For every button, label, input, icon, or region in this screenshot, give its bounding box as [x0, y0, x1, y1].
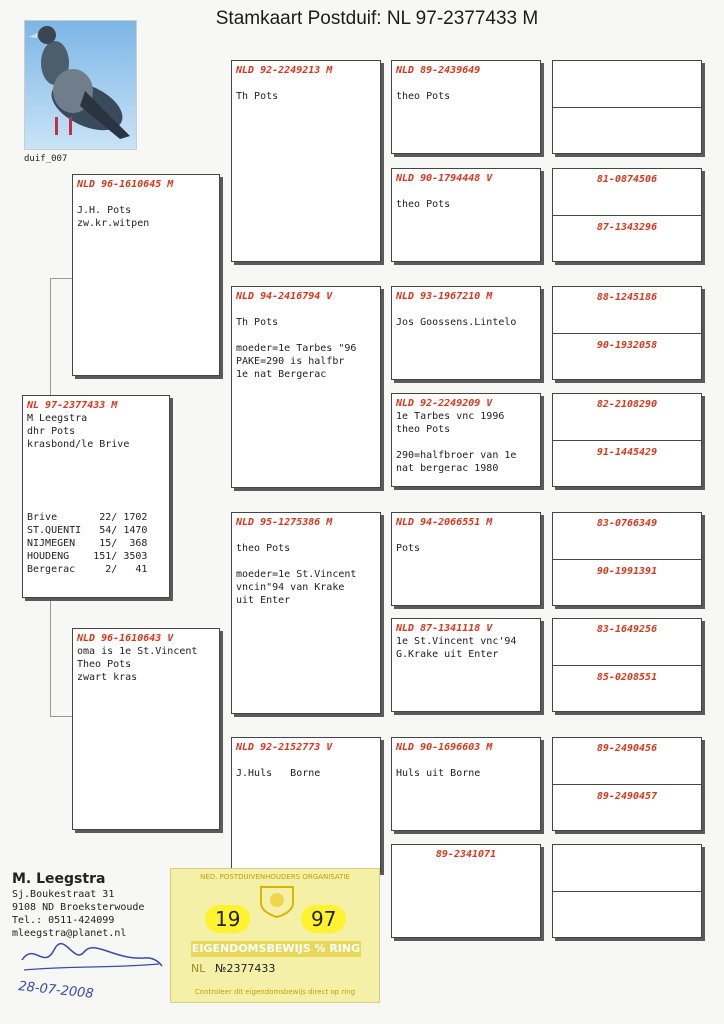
ring-number: 89-2490456 [596, 743, 658, 754]
ring-number: 83-0766349 [596, 518, 658, 529]
ring-number: NLD 92-2249209 V [396, 398, 493, 409]
ancestor-pair-card[interactable] [552, 168, 702, 262]
info-line: moeder=1e Tarbes "96 [236, 343, 357, 354]
ancestor-pair-card[interactable] [552, 512, 702, 606]
result-line: NIJMEGEN 15/ 368 [27, 538, 148, 549]
ring-number: NLD 92-2152773 V [236, 742, 333, 753]
father-card[interactable] [72, 174, 220, 376]
ring-number: NLD 94-2066551 M [396, 517, 493, 528]
pigeon-photo [24, 20, 137, 150]
connector-line [50, 598, 51, 716]
info-line: theo Pots [396, 91, 451, 102]
info-line: Huls uit Borne [396, 768, 481, 779]
ring-number: NLD 89-2439649 [396, 65, 481, 76]
result-line: ST.QUENTI 54/ 1470 [27, 525, 148, 536]
lion-crest-icon [257, 883, 297, 919]
signature-date: 28-07-2008 [17, 979, 95, 1002]
ring-number: NLD 90-1794448 V [396, 173, 493, 184]
divider [553, 891, 701, 892]
signature [14, 940, 164, 1010]
info-line: theo Pots [396, 424, 451, 435]
info-line: Jos Goossens.Lintelo [396, 317, 517, 328]
great-grandparent-card[interactable] [391, 168, 541, 262]
owner-name: M. Leegstra [12, 871, 106, 887]
info-line: Th Pots [236, 317, 279, 328]
ancestor-pair-card[interactable] [552, 618, 702, 712]
info-line: moeder=1e St.Vincent [236, 569, 357, 580]
owner-address: Sj.Boukestraat 31 [12, 889, 115, 900]
great-grandparent-card[interactable] [391, 286, 541, 380]
info-line: zw.kr.witpen [77, 218, 150, 229]
ticket-number: №2377433 [215, 962, 276, 975]
info-line: 290=halfbroer van 1e [396, 450, 517, 461]
info-line: zwart kras [77, 672, 138, 683]
great-grandparent-card[interactable] [391, 844, 541, 938]
ring-number: 85-0208551 [596, 672, 658, 683]
ticket-year-right: 97 [301, 905, 346, 933]
ring-number: NLD 90-1696603 M [396, 742, 493, 753]
pigeon-icon [25, 21, 137, 150]
ring-number: 82-2108290 [596, 399, 658, 410]
info-line: Pots [396, 543, 421, 554]
ancestor-pair-card[interactable] [552, 737, 702, 831]
ring-number: NL 97-2377433 M [27, 400, 118, 411]
connector-line [50, 716, 72, 717]
divider [553, 559, 701, 560]
ancestor-pair-card[interactable] [552, 393, 702, 487]
result-line: Bergerac 2/ 41 [27, 564, 148, 575]
info-line: J.Huls Borne [236, 768, 321, 779]
divider [553, 784, 701, 785]
ring-number: 89-2341071 [435, 849, 497, 860]
ring-number: NLD 96-1610643 V [77, 633, 174, 644]
great-grandparent-card[interactable] [391, 618, 541, 712]
owner-city: 9108 ND Broeksterwoude [12, 902, 145, 913]
great-grandparent-card[interactable] [391, 737, 541, 831]
result-line: Brive 22/ 1702 [27, 512, 148, 523]
connector-line [50, 278, 51, 396]
info-line: dhr Pots [27, 426, 76, 437]
ownership-ticket [170, 868, 380, 1003]
connector-line [50, 278, 72, 279]
ring-number: NLD 96-1610645 M [77, 179, 174, 190]
ticket-band: EIGENDOMSBEWIJS % RING [191, 942, 361, 955]
grandparent-card[interactable] [231, 286, 381, 488]
ticket-footer: Controleer dit eigendomsbewijs direct op ring [194, 988, 356, 996]
info-line: theo Pots [396, 199, 451, 210]
info-line: Theo Pots [77, 659, 132, 670]
ring-number: NLD 92-2249213 M [236, 65, 333, 76]
info-line: 1e nat Bergerac [236, 369, 327, 380]
ring-number: NLD 93-1967210 M [396, 291, 493, 302]
ring-number: 90-1991391 [596, 566, 658, 577]
ticket-country: NL [191, 962, 206, 975]
page-title: Stamkaart Postduif: NL 97-2377433 M [215, 8, 539, 29]
ticket-year-left: 19 [205, 905, 250, 933]
info-line: nat bergerac 1980 [396, 463, 499, 474]
ring-number: 91-1445429 [596, 447, 658, 458]
divider [553, 107, 701, 108]
ancestor-pair-card[interactable] [552, 60, 702, 154]
ring-number: 90-1932058 [596, 340, 658, 351]
owner-block [12, 870, 144, 940]
owner-email[interactable]: mleegstra@planet.nl [12, 928, 127, 939]
divider [553, 665, 701, 666]
info-line: J.H. Pots [77, 205, 132, 216]
mother-card[interactable] [72, 628, 220, 830]
ring-number: 88-1245186 [596, 292, 658, 303]
info-line: M Leegstra [27, 413, 88, 424]
ancestor-pair-card[interactable] [552, 844, 702, 938]
great-grandparent-card[interactable] [391, 393, 541, 487]
result-line: HOUDENG 151/ 3503 [27, 551, 148, 562]
ring-number: 81-0874506 [596, 174, 658, 185]
owner-phone: Tel.: 0511-424099 [12, 915, 115, 926]
info-line: theo Pots [236, 543, 291, 554]
ring-number: NLD 95-1275386 M [236, 517, 333, 528]
info-line: 1e Tarbes vnc 1996 [396, 411, 505, 422]
photo-label: duif_007 [24, 154, 68, 164]
info-line: Th Pots [236, 91, 279, 102]
ring-number: 83-1649256 [596, 624, 658, 635]
ring-number: NLD 87-1341118 V [396, 623, 493, 634]
info-line: vncin"94 van Krake [236, 582, 345, 593]
ticket-org: NED. POSTDUIVENHOUDERS ORGANISATIE [200, 873, 350, 881]
great-grandparent-card[interactable] [391, 60, 541, 154]
info-line: PAKE=290 is halfbr [236, 356, 345, 367]
divider [553, 215, 701, 216]
info-line: 1e St.Vincent vnc'94 [396, 636, 517, 647]
divider [553, 440, 701, 441]
grandparent-card[interactable] [231, 737, 381, 872]
ring-number: 89-2490457 [596, 791, 658, 802]
ring-number: NLD 94-2416794 V [236, 291, 333, 302]
grandparent-card[interactable] [231, 60, 381, 262]
subject-card[interactable] [22, 395, 170, 598]
great-grandparent-card[interactable] [391, 512, 541, 606]
ring-number: 87-1343296 [596, 222, 658, 233]
info-line: krasbond/le Brive [27, 439, 130, 450]
grandparent-card[interactable] [231, 512, 381, 714]
divider [553, 333, 701, 334]
info-line: G.Krake uit Enter [396, 649, 499, 660]
info-line: uit Enter [236, 595, 291, 606]
info-line: oma is 1e St.Vincent [77, 646, 198, 657]
ancestor-pair-card[interactable] [552, 286, 702, 380]
